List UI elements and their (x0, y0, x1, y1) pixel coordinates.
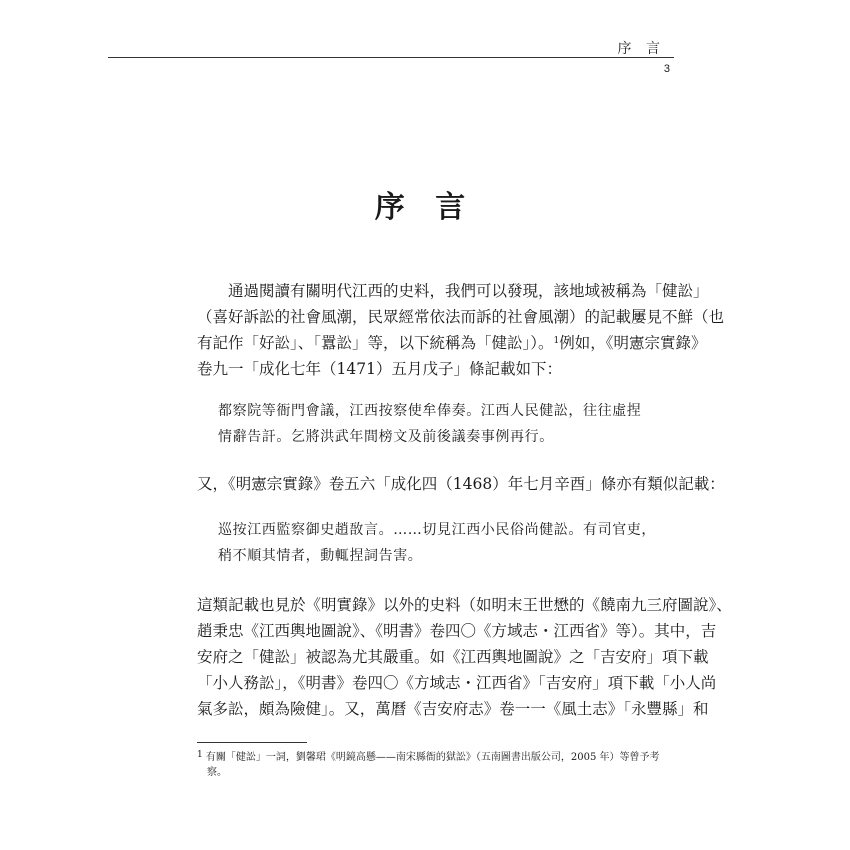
paragraph-3-line: 安府之「健訟」被認為尤其嚴重。如《江西輿地圖說》之「吉安府」項下載 (197, 648, 709, 666)
quote-line: 稍不順其情者，動輒捏詞告害。 (218, 548, 423, 564)
page-number: 3 (663, 63, 670, 75)
running-header-title: 序 言 (617, 41, 665, 57)
paragraph-3-line: 氣多訟，頗為險健」。又，萬曆《吉安府志》卷一一《風土志》「永豐縣」和 (197, 700, 709, 718)
footnote-text: 有關「健訟」一詞，劉馨珺《明鏡高懸——南宋縣衙的獄訟》（五南圖書出版公司，2005 年）等曾予考 (205, 752, 660, 763)
quote-line: 巡按江西監察御史趙敔言。……切見江西小民俗尚健訟。有司官吏， (218, 522, 656, 538)
footnote (197, 750, 667, 780)
block-quote-2 (218, 517, 658, 569)
chapter-title: 序 言 (374, 190, 476, 225)
footnote-reference[interactable]: 1 (553, 336, 560, 346)
header-rule (108, 57, 674, 58)
paragraph-1-line: 通過閱讀有關明代江西的史料，我們可以發現，該地域被稱為「健訟」 (228, 282, 709, 300)
block-quote-1 (218, 398, 658, 450)
footnote-number: 1 (197, 750, 203, 760)
paragraph-3 (197, 592, 732, 722)
paragraph-2 (197, 471, 725, 497)
footnote-line: 察。 (207, 767, 227, 778)
paragraph-1-text: 例如，《明憲宗實錄》 (559, 334, 707, 352)
footnote-rule (197, 742, 307, 743)
paragraph-1-text: 有記作「好訟」、「囂訟」等，以下統稱為「健訟」）。 (197, 334, 554, 352)
paragraph-2-line: 又，《明憲宗實錄》卷五六「成化四（1468）年七月辛酉」條亦有類似記載： (197, 475, 725, 493)
paragraph-1-line: （喜好訴訟的社會風潮，民眾經常依法而訴的社會風潮）的記載屢見不鮮（也 (197, 308, 725, 326)
paragraph-3-line: 「小人務訟」，《明書》卷四〇《方域志・江西省》「吉安府」項下載「小人尚 (197, 674, 717, 692)
quote-line: 都察院等衙門會議，江西按察使牟俸奏。江西人民健訟，往往虛捏 (218, 403, 642, 419)
paragraph-1-line (197, 330, 707, 356)
paragraph-3-line: 這類記載也見於《明實錄》以外的史料（如明末王世懋的《饒南九三府圖說》、 (197, 596, 732, 614)
paragraph-1 (197, 278, 725, 382)
footnote-line (197, 750, 667, 765)
quote-line: 情辭告訐。乞將洪武年間榜文及前後議奏事例再行。 (218, 429, 554, 445)
paragraph-3-line: 趙秉忠《江西輿地圖說》、《明書》卷四〇《方域志・江西省》等）。其中，吉 (197, 622, 717, 640)
paragraph-1-line: 卷九一「成化七年（1471）五月戊子」條記載如下： (197, 360, 562, 378)
